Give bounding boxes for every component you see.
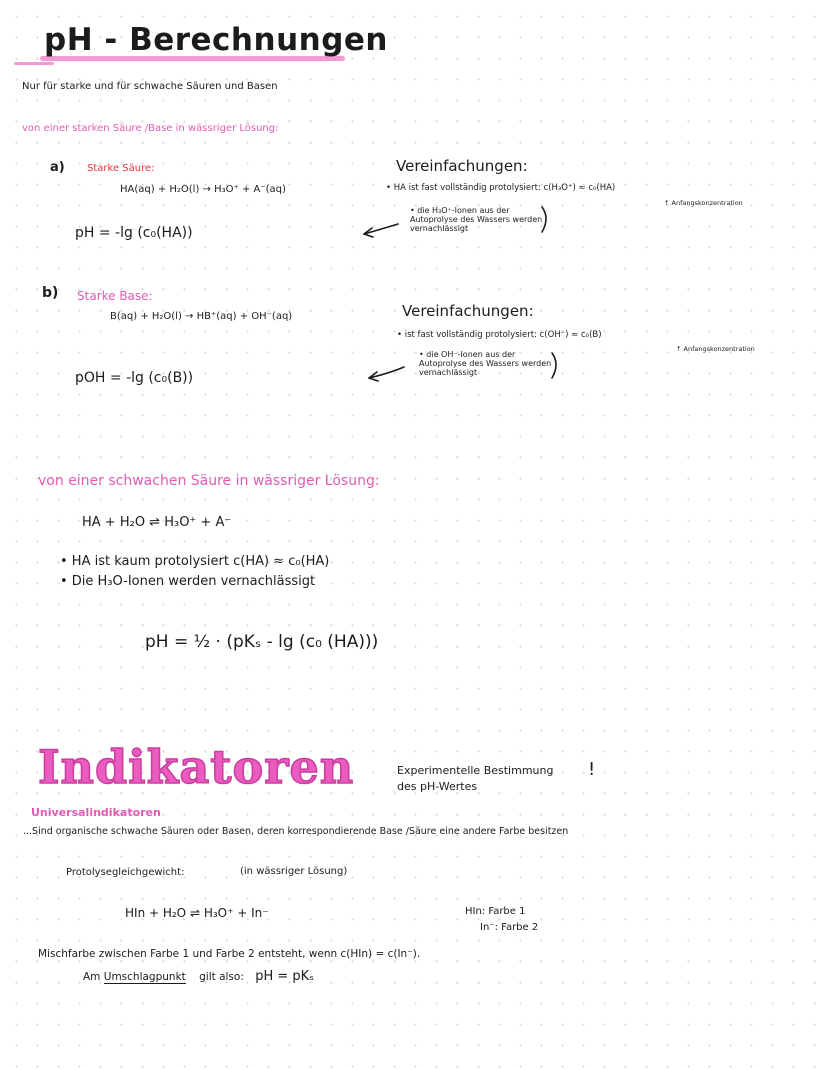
subtitle-highlight bbox=[14, 62, 54, 65]
strong-base-formula: pOH = -lg (c₀(B)) bbox=[75, 370, 194, 386]
equilibrium-note: (in wässriger Lösung) bbox=[240, 866, 348, 877]
strong-acid-label: Starke Säure: bbox=[87, 163, 155, 174]
turning-point-formula: pH = pKₛ bbox=[255, 969, 315, 984]
strong-base-simplification-2: • die OH⁻-Ionen aus der Autoprolyse des Wassers werden vernachlässigt bbox=[419, 350, 552, 377]
strong-acid-simplification-2: • die H₃O⁺-Ionen aus der Autoprolyse des Wassers werden vernachlässigt bbox=[410, 206, 543, 233]
indicators-definition: ...Sind organische schwache Säuren oder Basen, deren korrespondierende Base /Säure eine andere Farbe besitzen bbox=[23, 826, 569, 837]
strong-acid-simplification-1-note: ↑ Anfangskonzentration bbox=[664, 199, 743, 207]
indicator-equation: HIn + H₂O ⇌ H₃O⁺ + In⁻ bbox=[125, 906, 269, 920]
indicator-legend-1: HIn: Farbe 1 bbox=[465, 906, 526, 917]
strong-section-heading bbox=[22, 123, 279, 134]
universal-indicators-label: Universalindikatoren bbox=[31, 806, 161, 819]
turning-point-prefix: Am bbox=[83, 971, 101, 983]
strong-acid-equation: HA(aq) + H₂O(l) → H₃O⁺ + A⁻(aq) bbox=[120, 184, 286, 195]
strong-base-simplification-1: • ist fast vollständig protolysiert: c(OH⁻) ≈ c₀(B) bbox=[397, 330, 602, 340]
page-subtitle: Nur für starke und für schwache Säuren und Basen bbox=[22, 81, 278, 92]
weak-section-heading: von einer schwachen Säure in wässriger Lösung: bbox=[38, 473, 380, 489]
turning-point-word: Umschlagpunkt bbox=[103, 971, 186, 983]
turning-point-line bbox=[83, 969, 314, 984]
mix-color-text: Mischfarbe zwischen Farbe 1 und Farbe 2 entsteht, wenn c(HIn) = c(In⁻). bbox=[38, 948, 421, 960]
indicators-side-note-1: Experimentelle Bestimmung bbox=[397, 764, 554, 777]
arrow-left-icon bbox=[364, 224, 398, 234]
strong-base-simplifications-title: Vereinfachungen: bbox=[402, 302, 534, 320]
arrow-left-icon-b bbox=[369, 367, 404, 378]
strong-base-label: Starke Base: bbox=[77, 289, 153, 303]
indicators-side-note-2: des pH-Wertes bbox=[397, 780, 478, 793]
strong-base-simplification-1-note: ↑ Anfangskonzentration bbox=[676, 345, 755, 353]
equilibrium-label: Protolysegleichgewicht: bbox=[66, 867, 185, 878]
strong-base-equation: B(aq) + H₂O(l) → HB⁺(aq) + OH⁻(aq) bbox=[110, 311, 293, 322]
indicators-title: Indikatoren bbox=[38, 740, 355, 794]
strong-acid-simplifications-title: Vereinfachungen: bbox=[396, 157, 528, 175]
indicator-legend-2: In⁻: Farbe 2 bbox=[480, 922, 539, 933]
strong-base-marker: b) bbox=[42, 285, 59, 301]
strong-heading-text: von einer starken Säure /Base in wässriger Lösung: bbox=[22, 123, 279, 134]
strong-acid-formula: pH = -lg (c₀(HA)) bbox=[75, 225, 193, 241]
weak-acid-formula: pH = ½ · (pKₛ - lg (c₀ (HA))) bbox=[145, 632, 379, 652]
turning-point-suffix: gilt also: bbox=[199, 971, 244, 983]
weak-bullet-2: • Die H₃O-Ionen werden vernachlässigt bbox=[60, 574, 316, 589]
strong-acid-simplification-1: • HA ist fast vollständig protolysiert: c(H₃O⁺) ≈ c₀(HA) bbox=[386, 183, 616, 193]
exclaim-icon: ! bbox=[588, 759, 596, 780]
strong-acid-marker: a) bbox=[50, 160, 65, 175]
page-title: pH - Berechnungen bbox=[44, 22, 388, 58]
weak-acid-equation: HA + H₂O ⇌ H₃O⁺ + A⁻ bbox=[82, 515, 232, 530]
weak-bullet-1: • HA ist kaum protolysiert c(HA) ≈ c₀(HA) bbox=[60, 554, 330, 569]
